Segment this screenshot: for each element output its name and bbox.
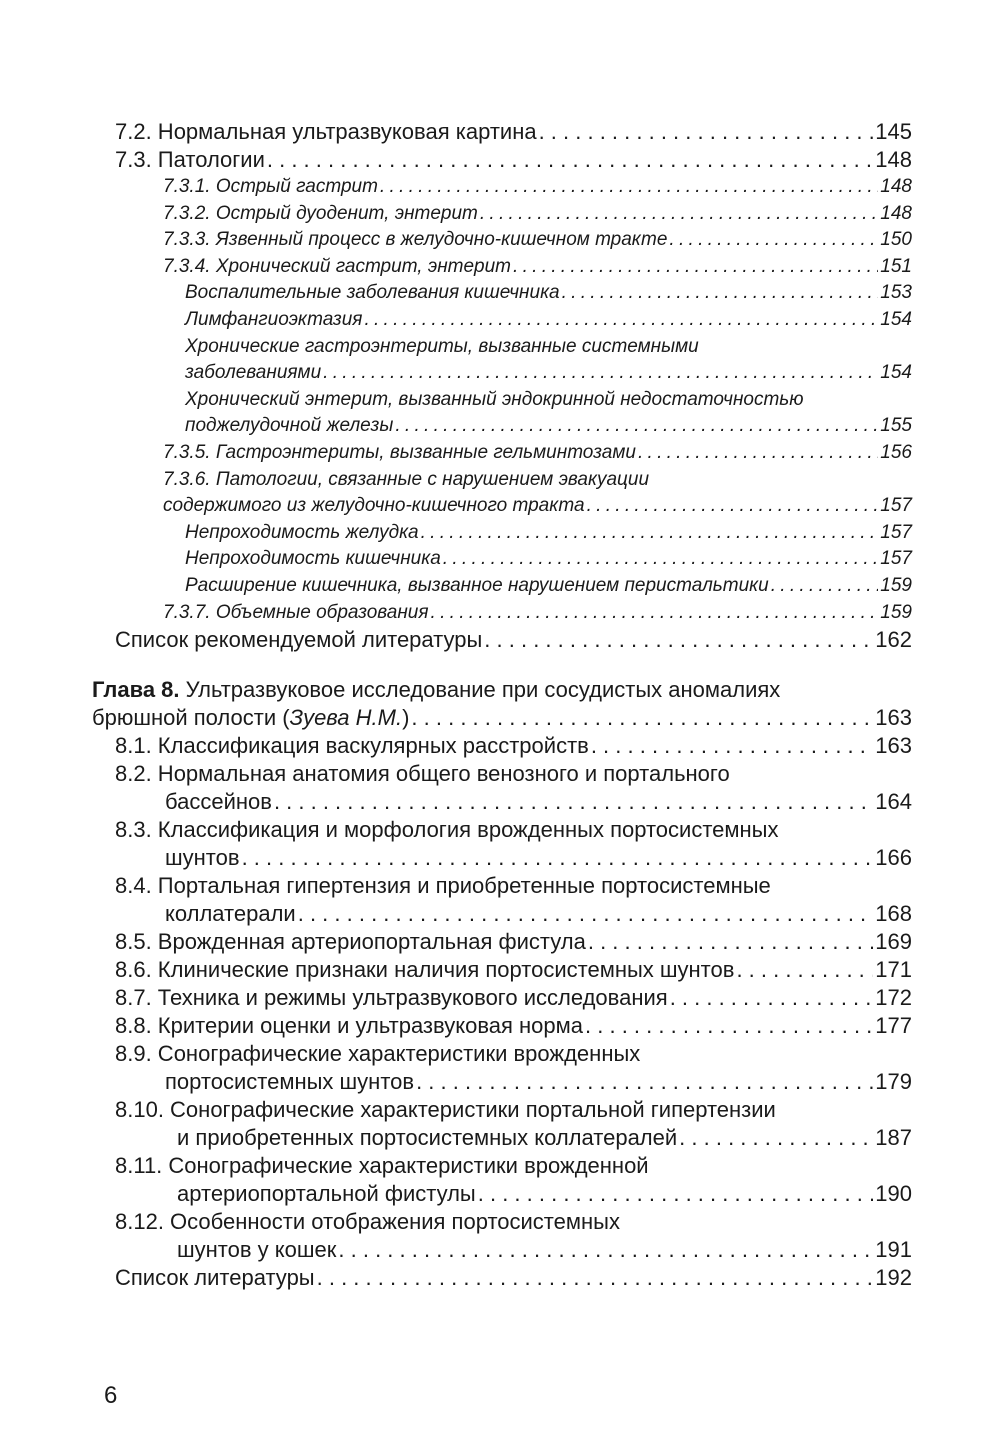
toc-entry-title: 8.5. Врожденная артериопортальная фистула	[115, 929, 586, 955]
leader-dots	[267, 146, 873, 174]
leader-dots	[274, 788, 873, 816]
toc-entry-title: 7.3. Патологии	[115, 147, 265, 172]
leader-dots	[771, 573, 879, 600]
leader-dots	[431, 600, 879, 627]
toc-line	[163, 493, 912, 520]
leader-dots	[484, 626, 873, 654]
toc-line	[115, 1264, 912, 1292]
chapter-label: Глава 8.	[92, 677, 180, 703]
toc-entry	[115, 1012, 912, 1040]
toc-entry-title: поджелудочной железы	[185, 415, 394, 437]
toc-entry	[185, 307, 912, 334]
toc-entry	[163, 254, 912, 281]
toc-page-number: 163	[875, 733, 912, 759]
toc-entry-title: 7.3.4. Хронический гастрит, энтерит	[163, 255, 512, 277]
leader-dots	[416, 1068, 873, 1096]
toc-entry	[163, 227, 912, 254]
toc-entry-title: Список литературы	[115, 1265, 315, 1291]
leader-dots	[670, 984, 874, 1012]
toc-entry	[185, 546, 912, 573]
toc-line	[163, 227, 912, 254]
toc-page-number: 172	[875, 985, 912, 1011]
toc-line	[185, 413, 912, 440]
toc-page-number: 155	[880, 415, 912, 437]
leader-dots	[443, 546, 879, 573]
leader-dots	[380, 174, 878, 201]
toc-page-number: 169	[875, 929, 912, 955]
toc-line	[115, 1012, 912, 1040]
toc-line	[185, 307, 912, 334]
toc-entry-title: 8.11. Сонографические характеристики врожденной	[115, 1153, 649, 1179]
toc-line	[163, 600, 912, 627]
toc-chapter-8	[92, 676, 912, 732]
toc-entry-title: 8.3. Классификация и морфология врожденных портосистемных	[115, 817, 779, 843]
leader-dots	[679, 1124, 873, 1152]
toc-line	[115, 900, 912, 928]
toc-page-number: 157	[880, 495, 912, 517]
toc-entry-title: 7.2. Нормальная ультразвуковая картина	[115, 119, 537, 144]
chapter-author: Зуева Н.М.	[289, 705, 403, 731]
toc-line	[185, 573, 912, 600]
toc-line: брюшной полости (Зуева Н.М.) . . . 163	[92, 704, 912, 732]
toc-entry-title: и приобретенных портосистемных коллатералей	[177, 1125, 678, 1151]
toc-page-number: 153	[880, 282, 912, 304]
leader-dots	[242, 844, 874, 872]
toc-entry-title: Лимфангиоэктазия	[185, 308, 363, 330]
leader-dots	[411, 704, 873, 732]
toc-line	[115, 732, 912, 760]
toc-line	[92, 676, 912, 704]
toc-line	[163, 440, 912, 467]
toc-page-number: 164	[875, 789, 912, 815]
toc-entry-title: 8.6. Клинические признаки наличия портосистемных шунтов	[115, 957, 735, 983]
toc-page-number: 163	[875, 705, 912, 731]
toc-entry	[115, 816, 912, 872]
leader-dots	[638, 440, 878, 467]
toc-page-number: 150	[880, 229, 912, 251]
toc-entry	[185, 334, 912, 387]
leader-dots	[585, 1012, 873, 1040]
toc-entry-title: 8.10. Сонографические характеристики портальной гипертензии	[115, 1097, 776, 1123]
toc-entry-title: 7.3.6. Патологии, связанные с нарушением эвакуации	[163, 468, 650, 490]
toc-entry	[185, 387, 912, 440]
leader-dots	[539, 118, 874, 146]
toc-line	[115, 956, 912, 984]
toc-entry-title: Непроходимость желудка	[185, 521, 419, 543]
toc-page-number: 166	[875, 845, 912, 871]
toc-page-number: 179	[875, 1069, 912, 1095]
leader-dots	[736, 956, 873, 984]
table-of-contents	[0, 118, 1000, 1292]
leader-dots	[562, 280, 879, 307]
toc-entry	[185, 573, 912, 600]
toc-line	[115, 872, 912, 900]
toc-line	[163, 467, 912, 494]
toc-entry	[115, 1152, 912, 1208]
leader-dots	[317, 1264, 874, 1292]
toc-entry-title: 7.3.3. Язвенный процесс в желудочно-кишечном тракте	[163, 229, 668, 251]
toc-page-number: 148	[875, 147, 912, 172]
toc-entry	[115, 1040, 912, 1096]
toc-page-number: 159	[880, 574, 912, 596]
leader-dots	[298, 900, 874, 928]
leader-dots	[478, 1180, 874, 1208]
toc-line	[163, 174, 912, 201]
toc-entry-title: 8.1. Классификация васкулярных расстройств	[115, 733, 589, 759]
toc-entry-title: Хронические гастроэнтериты, вызванные системными	[185, 335, 699, 357]
toc-line	[115, 1096, 912, 1124]
toc-line	[115, 1236, 912, 1264]
toc-page-number: 157	[880, 521, 912, 543]
toc-entry	[185, 520, 912, 547]
toc-entry	[185, 280, 912, 307]
toc-entry-title: коллатерали	[165, 901, 296, 927]
toc-entry	[163, 174, 912, 201]
toc-entry-title: 7.3.7. Объемные образования	[163, 601, 429, 623]
leader-dots	[513, 254, 878, 281]
toc-line	[115, 984, 912, 1012]
toc-entry-title: 8.8. Критерии оценки и ультразвуковая норма	[115, 1013, 584, 1039]
toc-page-number: 157	[880, 548, 912, 570]
toc-chapter8-section	[0, 732, 1000, 1292]
toc-entry	[115, 928, 912, 956]
toc-entry-title: 8.2. Нормальная анатомия общего венозного и портального	[115, 761, 730, 787]
toc-entry-title: шунтов у кошек	[177, 1237, 337, 1263]
toc-line	[185, 520, 912, 547]
toc-page-number: 191	[875, 1237, 912, 1263]
toc-entry-title: заболеваниями	[185, 362, 322, 384]
toc-page-number: 148	[880, 202, 912, 224]
toc-line	[115, 1152, 912, 1180]
toc-entry-title: портосистемных шунтов	[165, 1069, 415, 1095]
toc-line	[163, 254, 912, 281]
toc-entry	[115, 626, 912, 654]
leader-dots	[591, 732, 873, 760]
toc-entry-title: 8.7. Техника и режимы ультразвукового исследования	[115, 985, 668, 1011]
leader-dots	[323, 360, 878, 387]
toc-entry-title: 8.12. Особенности отображения портосистемных	[115, 1209, 620, 1235]
toc-page-number: 151	[880, 255, 912, 277]
toc-entry-title: 7.3.1. Острый гастрит	[163, 176, 378, 197]
toc-page-number: 192	[875, 1265, 912, 1291]
toc-entry	[163, 440, 912, 467]
toc-page-number: 190	[875, 1181, 912, 1207]
toc-entry	[115, 1096, 912, 1152]
toc-line	[115, 844, 912, 872]
toc-entry	[163, 600, 912, 627]
toc-line	[115, 1124, 912, 1152]
toc-entry-title: Хронический энтерит, вызванный эндокринной недостаточностью	[185, 388, 804, 410]
toc-page-number: 148	[880, 176, 912, 197]
toc-page-number: 154	[880, 308, 912, 330]
toc-entry-title: Воспалительные заболевания кишечника	[185, 282, 560, 304]
toc-line	[185, 360, 912, 387]
toc-entry	[115, 1264, 912, 1292]
toc-page-number: 171	[875, 957, 912, 983]
toc-entry-title: 7.3.5. Гастроэнтериты, вызванные гельминтозами	[163, 441, 636, 463]
toc-entry	[115, 732, 912, 760]
leader-dots	[588, 928, 873, 956]
toc-line	[115, 760, 912, 788]
toc-entry-title: 8.4. Портальная гипертензия и приобретенные портосистемные	[115, 873, 771, 899]
toc-line	[185, 387, 912, 414]
toc-entry-title: артериопортальной фистулы	[177, 1181, 476, 1207]
toc-line	[115, 118, 912, 146]
toc-entry	[115, 760, 912, 816]
toc-line	[115, 1180, 912, 1208]
toc-page-number: 145	[875, 119, 912, 144]
toc-entry-title: содержимого из желудочно-кишечного тракта	[163, 495, 585, 517]
leader-dots	[480, 201, 878, 228]
toc-entry	[115, 118, 912, 146]
toc-entry	[163, 201, 912, 228]
toc-entry-title: 8.9. Сонографические характеристики врожденных	[115, 1041, 641, 1067]
toc-entry	[115, 956, 912, 984]
toc-line	[163, 201, 912, 228]
toc-line	[115, 928, 912, 956]
toc-line	[115, 1068, 912, 1096]
toc-line	[115, 1040, 912, 1068]
leader-dots	[587, 493, 879, 520]
toc-page-number: 177	[875, 1013, 912, 1039]
toc-line	[115, 626, 912, 654]
toc-line	[115, 146, 912, 174]
leader-dots	[338, 1236, 873, 1264]
chapter-title-line2: брюшной полости (	[92, 705, 290, 731]
page-number: 6	[104, 1382, 118, 1409]
leader-dots	[421, 520, 879, 547]
leader-dots	[395, 413, 878, 440]
toc-entry	[115, 146, 912, 174]
toc-entry-title: 7.3.2. Острый дуоденит, энтерит	[163, 202, 478, 224]
toc-line	[185, 334, 912, 361]
toc-line	[115, 1208, 912, 1236]
leader-dots	[364, 307, 878, 334]
toc-line	[185, 546, 912, 573]
toc-line	[115, 816, 912, 844]
toc-entry-title: бассейнов	[165, 789, 272, 815]
toc-entry	[115, 984, 912, 1012]
toc-entry	[115, 872, 912, 928]
toc-entry	[163, 467, 912, 520]
toc-entry-title: Расширение кишечника, вызванное нарушением перистальтики	[185, 574, 769, 596]
toc-line	[185, 280, 912, 307]
toc-page-number: 168	[875, 901, 912, 927]
toc-page-number: 159	[880, 601, 912, 623]
toc-entry-title: шунтов	[165, 845, 240, 871]
toc-entry-title: Непроходимость кишечника	[185, 548, 441, 570]
toc-line	[115, 788, 912, 816]
toc-page-number: 156	[880, 441, 912, 463]
toc-entry-title: Список рекомендуемой литературы	[115, 627, 483, 653]
toc-page-number: 154	[880, 362, 912, 384]
toc-entry	[115, 1208, 912, 1264]
toc-page-number: 187	[875, 1125, 912, 1151]
chapter-title-line1: Ультразвуковое исследование при сосудистых аномалиях	[179, 677, 781, 703]
leader-dots	[669, 227, 878, 254]
toc-chapter7-section	[0, 118, 1000, 654]
toc-page-number: 162	[875, 627, 912, 653]
